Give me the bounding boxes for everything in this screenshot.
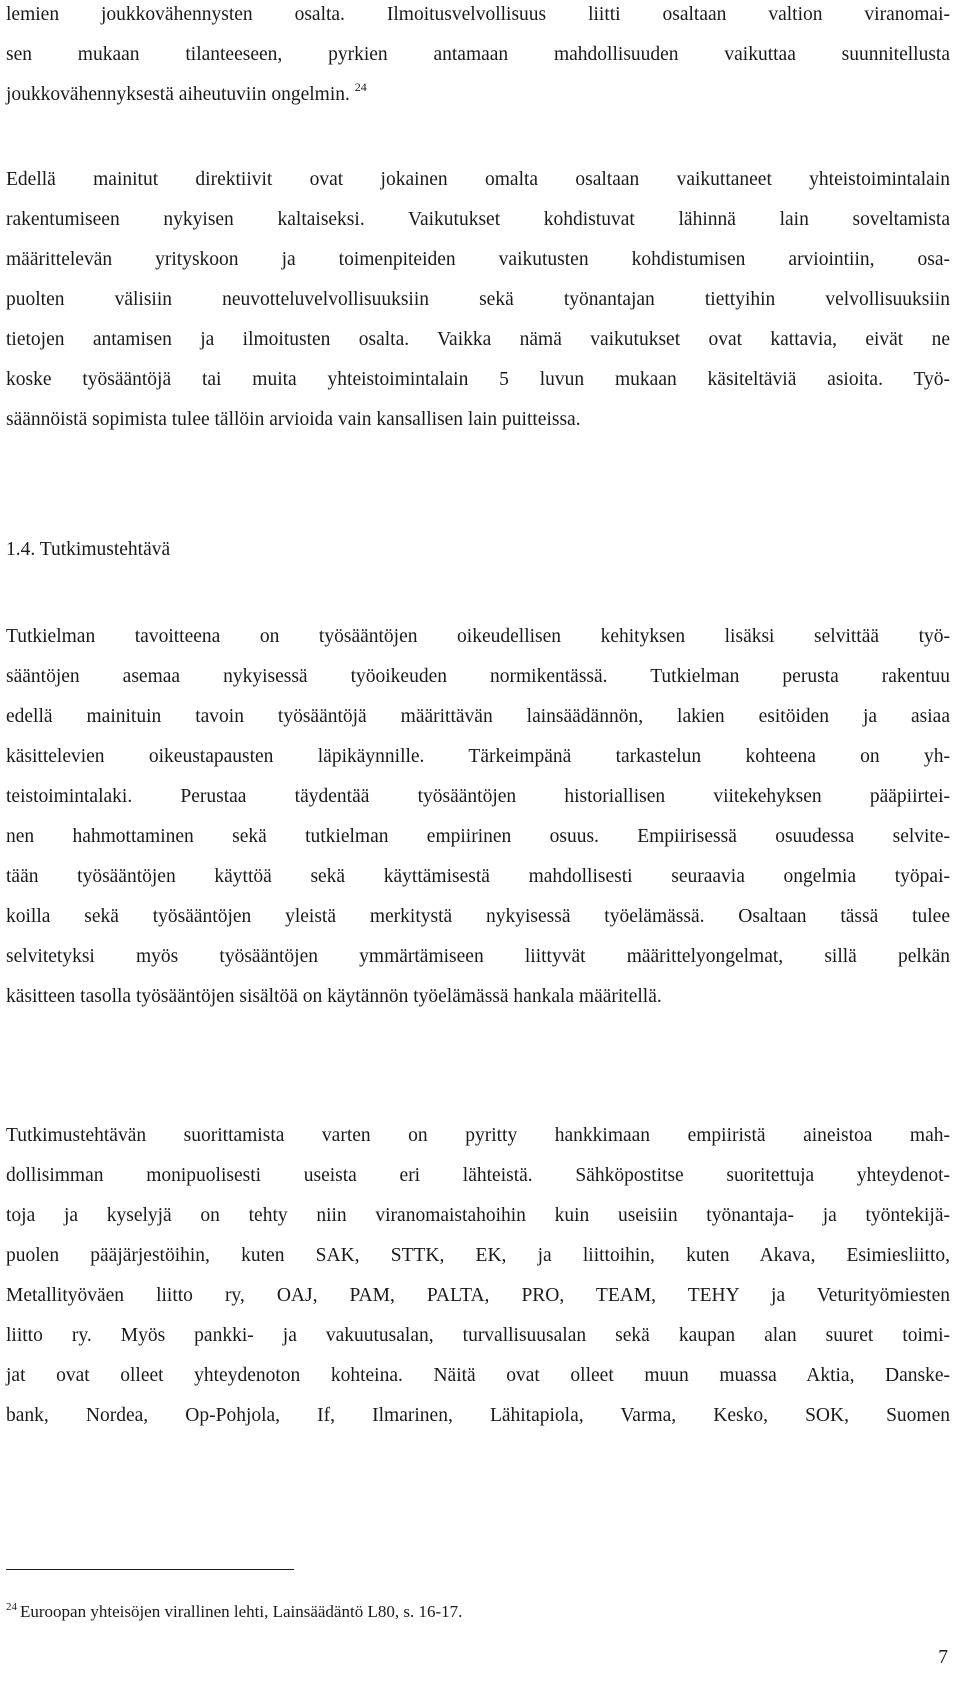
text-line: Tutkielman tavoitteena on työsääntöjen oikeudellisen kehityksen lisäksi selvittää työ- — [6, 626, 950, 647]
text-line: edellä mainituin tavoin työsääntöjä määrittävän lainsäädännön, lakien esitöiden ja asiaa — [6, 706, 950, 727]
text-line: koske työsääntöjä tai muita yhteistoimintalain 5 luvun mukaan käsiteltäviä asioita. Työ- — [6, 369, 950, 390]
text-line-with-footnote-ref — [6, 75, 950, 115]
text-line: määrittelevän yrityskoon ja toimenpiteiden vaikutusten kohdistumisen arviointiin, osa- — [6, 249, 950, 270]
footnote-text: Euroopan yhteisöjen virallinen lehti, Lainsäädäntö L80, s. 16-17. — [20, 1602, 463, 1621]
text-line: tään työsääntöjen käyttöä sekä käyttämisestä mahdollisesti seuraavia ongelmia työpai- — [6, 866, 950, 887]
footnote-reference: 24 — [354, 80, 367, 94]
text-line: Metallityöväen liitto ry, OAJ, PAM, PALTA, PRO, TEAM, TEHY ja Veturityömiesten — [6, 1285, 950, 1306]
text-line: liitto ry. Myös pankki- ja vakuutusalan, turvallisuusalan sekä kaupan alan suuret toimi- — [6, 1325, 950, 1346]
text-line: käsitteen tasolla työsääntöjen sisältöä on käytännön työelämässä hankala määritellä. — [6, 986, 662, 1007]
text-line: jat ovat olleet yhteydenoton kohteina. Näitä ovat olleet muun muassa Aktia, Danske- — [6, 1365, 950, 1386]
text-line: tietojen antamisen ja ilmoitusten osalta. Vaikka nämä vaikutukset ovat kattavia, eivät ne — [6, 329, 950, 350]
footnote-number: 24 — [6, 1601, 17, 1613]
paragraph-2 — [6, 160, 950, 440]
text-line: dollisimman monipuolisesti useista eri lähteistä. Sähköpostitse suoritettuja yhteydenot- — [6, 1165, 950, 1186]
text-line: sääntöjen asemaa nykyisessä työoikeuden normikentässä. Tutkielman perusta rakentuu — [6, 666, 950, 687]
paragraph-1 — [6, 0, 950, 115]
text-line: nen hahmottaminen sekä tutkielman empiirinen osuus. Empiirisessä osuudessa selvite- — [6, 826, 950, 847]
page-number: 7 — [938, 1647, 948, 1668]
text-line: toja ja kyselyjä on tehty niin viranomaistahoihin kuin useisiin työnantaja- ja työntekijä- — [6, 1205, 950, 1226]
text-line: selvitetyksi myös työsääntöjen ymmärtämiseen liittyvät määrittelyongelmat, sillä pelkän — [6, 946, 950, 967]
text-line: lemien joukkovähennysten osalta. Ilmoitusvelvollisuus liitti osaltaan valtion viranomai- — [6, 4, 950, 25]
text-line: puolten välisiin neuvotteluvelvollisuuksiin sekä työnantajan tiettyihin velvollisuuksiin — [6, 289, 950, 310]
text-line: käsittelevien oikeustapausten läpikäynnille. Tärkeimpänä tarkastelun kohteena on yh- — [6, 746, 950, 767]
text-line: puolen pääjärjestöihin, kuten SAK, STTK, EK, ja liittoihin, kuten Akava, Esimiesliitto, — [6, 1245, 950, 1266]
text-line: säännöistä sopimista tulee tällöin arvioida vain kansallisen lain puitteissa. — [6, 409, 581, 430]
paragraph-4 — [6, 1116, 950, 1436]
text-line: koilla sekä työsääntöjen yleistä merkitystä nykyisessä työelämässä. Osaltaan tässä tulee — [6, 906, 950, 927]
section-heading: 1.4. Tutkimustehtävä — [6, 539, 171, 560]
text-line: sen mukaan tilanteeseen, pyrkien antamaan mahdollisuuden vaikuttaa suunnitellusta — [6, 44, 950, 65]
text-line: joukkovähennyksestä aiheutuviin ongelmin. — [6, 84, 350, 105]
text-line: Edellä mainitut direktiivit ovat jokainen omalta osaltaan vaikuttaneet yhteistoimintalain — [6, 169, 950, 190]
text-line: bank, Nordea, Op-Pohjola, If, Ilmarinen, Lähitapiola, Varma, Kesko, SOK, Suomen — [6, 1405, 950, 1426]
footnote-separator — [6, 1569, 294, 1570]
text-line: rakentumiseen nykyisen kaltaiseksi. Vaikutukset kohdistuvat lähinnä lain soveltamista — [6, 209, 950, 230]
paragraph-3 — [6, 617, 950, 1017]
footnote — [6, 1600, 462, 1624]
text-line: Tutkimustehtävän suorittamista varten on pyritty hankkimaan empiiristä aineistoa mah- — [6, 1125, 950, 1146]
text-line: teistoimintalaki. Perustaa täydentää työsääntöjen historiallisen viitekehyksen pääpiirtei- — [6, 786, 950, 807]
